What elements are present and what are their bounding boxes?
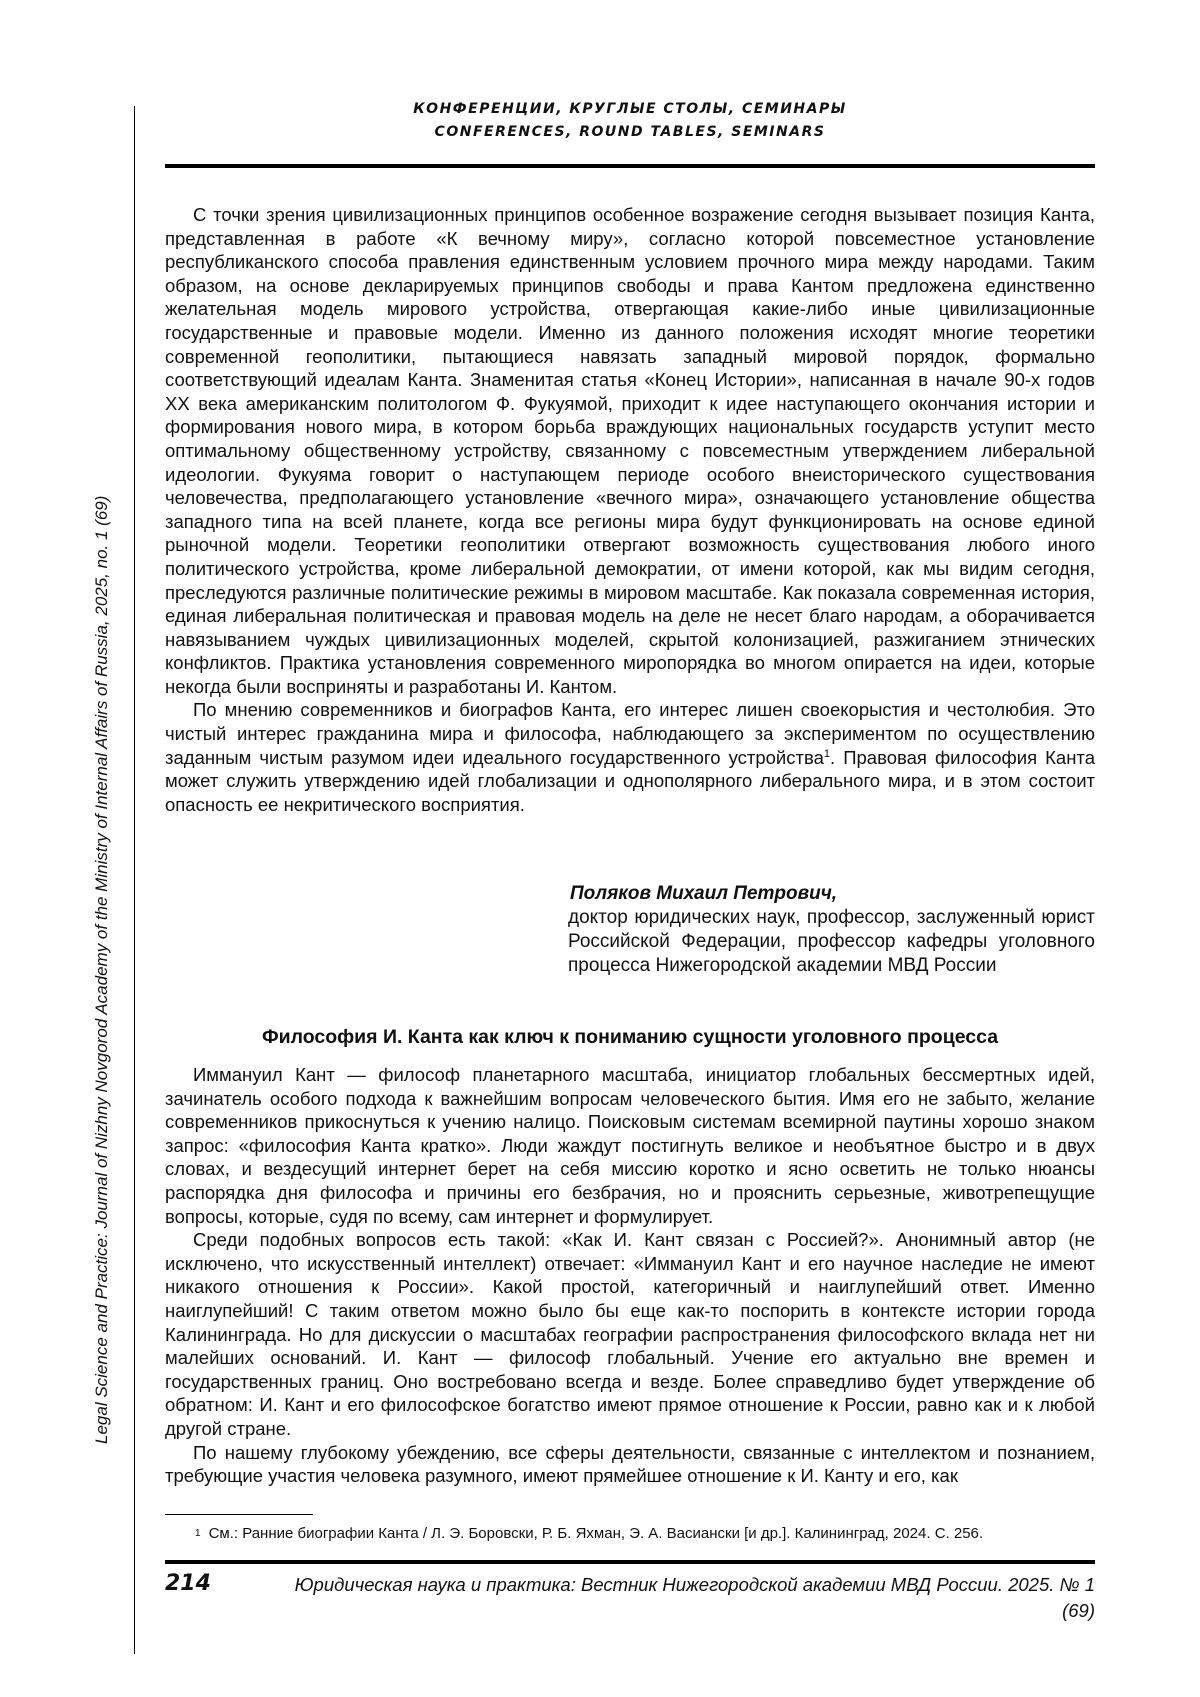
article-text	[165, 1063, 1095, 1488]
paragraph: С точки зрения цивилизационных принципов особенное возражение сегодня вызывает позиция Канта, представленная в работе «К вечному миру», согласно которой повсеместное установление республиканского способа правления единственным условием прочного мира между народами. Таким образом, на основе декларируемых принципов свободы и права Кантом предложена единственно желательная модель мирового устройства, отвергающая какие-либо иные цивилизационные государственные и правовые модели. Именно из данного положения исходят многие теоретики современной геополитики, пытающиеся навязать западный мировой порядок, формально соответствующий идеалам Канта. Знаменитая статья «Конец Истории», написанная в начале 90-х годов XX века американским политологом Ф. Фукуямой, приходит к идее наступающего окончания истории и формирования нового мира, в котором борьба враждующих национальных государств уступит место оптимальному общественному устройству, связанному с повсеместным утверждением либеральной идеологии. Фукуяма говорит о наступающем периоде особого внеисторического существования человечества, предполагающего установление «вечного мира», означающего установление общества западного типа на всей планете, когда все регионы мира будут функционировать на основе единой рыночной модели. Теоретики геополитики отвергают возможность существования любого иного политического устройства, кроме либеральной демократии, от имени которой, как мы видим сегодня, преследуются различные политические режимы в мировом масштабе. Как показала современная история, единая либеральная политическая и правовая модель на деле не несет благо народам, а оборачивается навязыванием чуждых цивилизационных моделей, скрытой колонизацией, разжиганием этнических конфликтов. Практика установления современного миропорядка во многом опирается на идеи, которые некогда были восприняты и разработаны И. Кантом.	[165, 204, 1095, 697]
paragraph: По нашему глубокому убеждению, все сферы деятельности, связанные с интеллектом и познанием, требующие участия человека разумного, имеют прямейшее отношение к И. Канту и его, как	[165, 1441, 1095, 1487]
footer-rule	[165, 1560, 1095, 1564]
running-header	[165, 98, 1095, 144]
footnote-ref[interactable]: 1	[823, 747, 831, 760]
paragraph: Иммануил Кант — философ планетарного масштаба, инициатор глобальных бессмертных идей, зачинатель особого подхода к важнейшим вопросам человеческого бытия. Имя его не забыто, желание современников прикоснуться к учению налицо. Поисковым системам всемирной паутины хорошо знаком запрос: «философия Канта кратко». Люди жаждут постигнуть великое и необъятное быстро и в двух словах, и вездесущий интернет берет на себя миссию коротко и ясно осветить не только нюансы распорядка дня философа и причины его безбрачия, но и прояснить серьезные, животрепещущие вопросы, которые, судя по всему, сам интернет и формулирует.	[165, 1064, 1095, 1227]
paragraph-text: По мнению современников и биографов Канта, его интерес лишен своекорыстия и честолюбия. Это чистый интерес гражданина мира и философа, наблюдающего за экспериментом по осуществлению заданным чистым разумом идеи идеального государственного устройства	[165, 699, 1095, 768]
page-number: 214	[165, 1571, 211, 1596]
author-name: Поляков Михаил Петрович,	[570, 883, 838, 904]
header-title-ru: КОНФЕРЕНЦИИ, КРУГЛЫЕ СТОЛЫ, СЕМИНАРЫ	[413, 101, 847, 117]
footnote-rule	[165, 1514, 313, 1515]
author-affiliation: доктор юридических наук, профессор, заслуженный юрист Российской Федерации, профессор кафедры уголовного процесса Нижегородской академии МВД России	[568, 907, 1095, 976]
article-title: Философия И. Канта как ключ к пониманию сущности уголовного процесса	[261, 1026, 999, 1048]
previous-article-text	[165, 203, 1095, 816]
paragraph: Среди подобных вопросов есть такой: «Как И. Кант связан с Россией?». Анонимный автор (не исключено, что искусственный интеллект) отвечает: «Иммануил Кант и его научное наследие не имеют никакого отношения к России». Какой простой, категоричный и наиглупейший ответ. Именно наиглупейший! С таким ответом можно было бы еще как-то поспорить в контексте истории города Калининграда. Но для дискуссии о масштабах географии распространения философского вклада нет ни малейших оснований. И. Кант — философ глобальный. Учение его актуально вне времен и государственных границ. Оно востребовано всегда и везде. Более справедливо будет утверждение об обратном: И. Кант и его философское богатство имеют прямое отношение к России, равно как и к любой другой стране.	[165, 1229, 1095, 1439]
footnote-text: См.: Ранние биографии Канта / Л. Э. Боровски, Р. Б. Яхман, Э. А. Васиански [и др.]. Калининград, 2024. С. 256.	[208, 1525, 984, 1542]
footnote-number: 1	[195, 1528, 201, 1539]
footer-journal-title: Юридическая наука и практика: Вестник Нижегородской академии МВД России. 2025. № 1 (69)	[294, 1574, 1095, 1621]
left-margin-rule	[134, 106, 135, 1654]
paragraph-text: . Правовая философия Канта может служить утверждению идей глобализации и однополярного либерального мира, и в этом состоит опасность ее некритического восприятия.	[165, 746, 1095, 815]
footnote	[165, 1524, 1095, 1544]
author-block	[568, 882, 1095, 978]
journal-side-caption: Legal Science and Practice: Journal of Nizhny Novgorod Academy of the Ministry of Internal Affairs of Russia, 2025, no. 1 (69)	[92, 495, 111, 1444]
header-title-en: CONFERENCES, ROUND TABLES, SEMINARS	[434, 124, 826, 140]
paragraph	[165, 698, 1095, 816]
header-rule	[165, 164, 1095, 168]
